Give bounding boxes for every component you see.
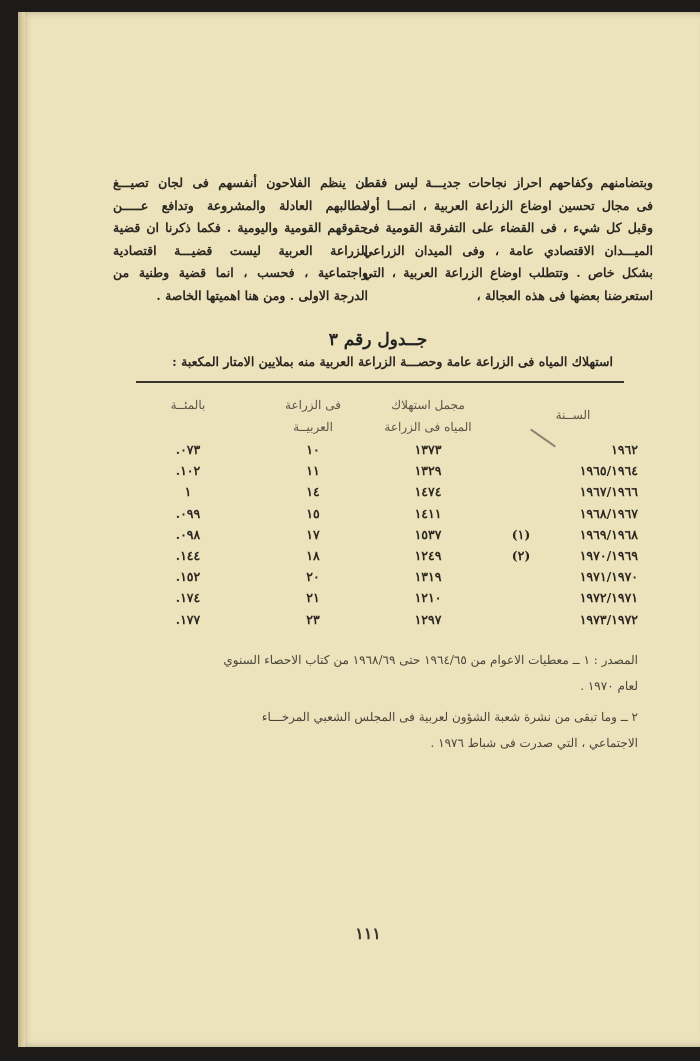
table-cell-year: ١٩٧٢/١٩٧١ (579, 590, 638, 606)
text-column-left (113, 172, 368, 307)
table-cell-arab: ٢٠ (306, 569, 320, 585)
table-cell-total: ١٤٧٤ (414, 484, 442, 500)
header-arab-line1: فى الزراعة (285, 398, 341, 412)
table-cell-total: ١٥٣٧ (414, 526, 442, 542)
table-divider (136, 381, 624, 383)
table-cell-arab: ٢١ (306, 590, 320, 606)
header-total (363, 394, 493, 438)
table-cell-total: ١٢٩٧ (414, 611, 442, 627)
table-cell-arab: ١١ (306, 463, 320, 479)
table-cell-year: ١٩٦٥/١٩٦٤ (579, 463, 638, 479)
source-note-1 (148, 647, 638, 699)
table-cell-year: ١٩٧٣/١٩٧٢ (579, 611, 638, 627)
paragraph-left: ان ينظم الفلاحون أنفسهم فى لجان تصيـــغ مطالبهم العادلة والمشروعة وتدافع عـــــن حقوقهم القومية واليومية . فكما ذكرنا ان قضية الزراعة العربية ليست قضيـــة اقتصادية واجتماعية ، فحسب ، انما قضية وطنية من الدرجة الاولى . ومن هنا اهميتها الخاصة . (113, 175, 368, 303)
table-cell-total: ١٣١٩ (414, 569, 442, 585)
table-subtitle: استهلاك المياه فى الزراعة عامة وحصـــة الزراعة العربية منه بملايين الامتار المكعبة : (172, 354, 613, 369)
header-arab-line2: العربيــة (293, 420, 333, 434)
table-cell-percent: ١٠٢. (175, 463, 201, 479)
text-column-right (363, 172, 653, 307)
table-cell-year: ١٩٦٢ (611, 442, 638, 457)
table-cell-arab: ١٠ (306, 442, 320, 457)
header-total-line1: مجمل استهلاك (391, 398, 465, 412)
table-cell-percent: ١٥٢. (175, 569, 201, 585)
source-note-2-line-2: الاجتماعي ، التي صدرت فى شباط ١٩٧٦ . (430, 736, 638, 750)
table-cell-footnote-ref: (١) (511, 526, 531, 542)
table-cell-year: ١٩٦٩/١٩٦٨ (579, 526, 638, 542)
table-cell-arab: ١٧ (306, 526, 320, 542)
table-cell-arab: ١٤ (306, 484, 320, 500)
table-cell-year: ١٩٧٠/١٩٦٩ (579, 548, 638, 563)
header-year: الســنة (555, 408, 591, 422)
source-note-1-line-2: لعام ١٩٧٠ . (580, 679, 638, 693)
table-cell-year: ١٩٧١/١٩٧٠ (579, 569, 638, 585)
header-percent: بالمئــة (170, 398, 206, 412)
header-total-line2: المياه فى الزراعة (384, 420, 472, 434)
table-cell-percent: ٠٧٣. (175, 442, 201, 457)
table-title: جــدول رقم ٣ (328, 330, 428, 350)
table-cell-percent: ١٧٧. (175, 611, 201, 627)
table-cell-year: ١٩٦٨/١٩٦٧ (579, 505, 638, 521)
table-cell-arab: ١٥ (306, 505, 320, 521)
source-note-2-line-1: ٢ ــ وما تبقى من نشرة شعبة الشؤون لعربية فى المجلس الشعبي المرخـــاء (261, 710, 638, 724)
table-cell-percent: ٠٩٩. (175, 505, 201, 521)
table-cell-arab: ٢٣ (306, 611, 320, 627)
source-note-2 (148, 704, 638, 756)
table-cell-percent: ١ (184, 484, 192, 500)
table-cell-year: ١٩٦٧/١٩٦٦ (579, 484, 638, 500)
paragraph-right: وبتضامنهم وكفاحهم احراز نجاحات جديـــة ليس فقط فى مجال تحسين اوضاع الزراعة العربية ، انمـــا أولا وقبل كل شيء ، فى القضاء على التفرقة القومية فى الميـــدان الاقتصادي عامة ، وفى الميدان الزراعي بشكل خاص . وتتطلب اوضاع الزراعة العربية ، التي استعرضنا بعضها فى هذه العجالة ، (363, 175, 653, 303)
table-cell-percent: ١٤٤. (175, 548, 201, 563)
table-cell-total: ١٢٤٩ (414, 548, 442, 563)
table-cell-arab: ١٨ (306, 548, 320, 563)
page-binding-edge (18, 12, 25, 1047)
table-cell-total: ١٣٢٩ (414, 463, 442, 479)
table-cell-total: ١٣٧٣ (414, 442, 442, 457)
table-cell-percent: ١٧٤. (175, 590, 201, 606)
table-cell-total: ١٢١٠ (414, 590, 442, 606)
source-note-1-line-1: المصدر : ١ ــ معطيات الاعوام من ١٩٦٤/٦٥ حتى ١٩٦٨/٦٩ من كتاب الاحصاء السنوي (223, 653, 638, 667)
document-page (18, 12, 700, 1047)
table-cell-footnote-ref: (٢) (511, 548, 531, 563)
table-cell-percent: ٠٩٨. (175, 526, 201, 542)
page-number: ١١١ (355, 924, 381, 943)
header-arab (263, 394, 363, 438)
table-cell-total: ١٤١١ (414, 505, 442, 521)
